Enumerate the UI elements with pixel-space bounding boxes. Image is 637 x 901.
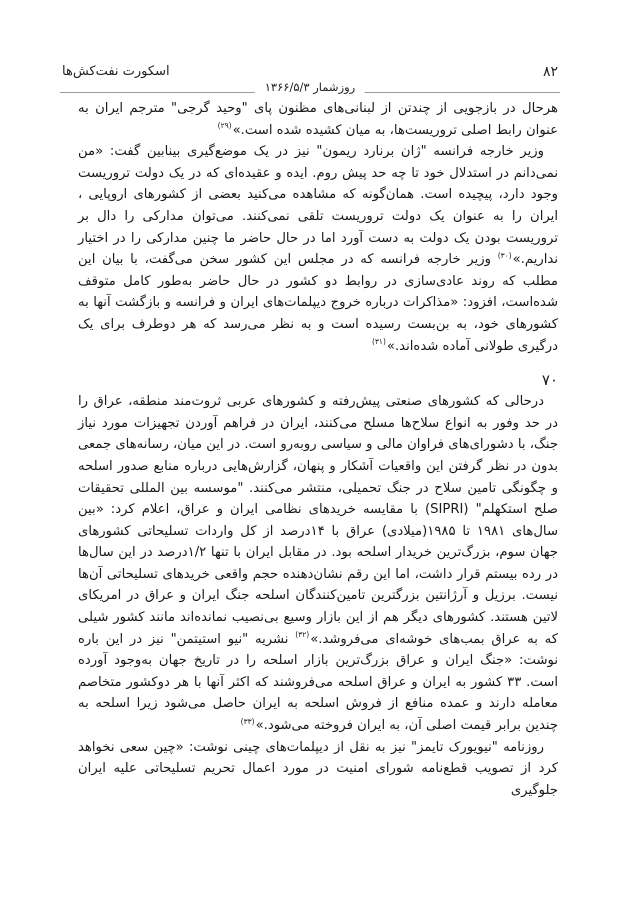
paragraph-text: روزنامه "نیویورک تایمز" نیز به نقل از دیپلمات‌های چینی نوشت: «چین سعی نخواهد کرد از تصویب قطع‌نامه شورای امنیت در مورد اعمال تحریم تسلیحاتی علیه ایران جلوگیری	[78, 739, 558, 798]
running-header	[60, 62, 560, 94]
paragraph-4	[78, 737, 558, 802]
paragraph-3	[78, 391, 558, 737]
paragraph-text: نشریه "نیو استیتمن" نیز در این باره نوشت: «جنگ ایران و عراق بزرگ‌ترین بازار اسلحه را در تاریخ جهان به‌وجود آورده است. ۳۳ کشور به ایران و عراق اسلحه می‌فروشند که اکثر آنها با هر دوکشور متخاصم معامله دارند و عمده منافع از فروش اسلحه به ایران حاصل می‌شود زیرا اسلحه به چندین برابر قیمت اصلی آن، به ایران فروخته می‌شود.»	[78, 631, 559, 734]
paragraph-text: وزیر خارجه فرانسه که در مجلس این کشور سخن می‌گفت، با بیان این مطلب که روند عادی‌سازی در روابط دو کشور در حال حاضر به‌طور کامل متوقف شده‌است، افزود: «مذاکرات درباره خروج دیپلمات‌های ایران و فرانسه و بازگشت آنها به کشورهای خود، به بن‌بست رسیده است و به نظر می‌رسد که هر دوطرف برای یک درگیری طولانی آماده شده‌اند.»	[78, 252, 558, 354]
book-title: اسکورت نفت‌کش‌ها	[62, 64, 170, 79]
section-number: ۷۰	[541, 371, 558, 390]
paragraph-2	[78, 141, 558, 357]
footnote-ref-30: (۳۰)	[497, 250, 512, 260]
chronology-label: روزشمار ۱۳۶۶/۵/۳	[255, 80, 365, 94]
paragraph-1	[78, 98, 558, 141]
footnote-ref-31: (۳۱)	[371, 337, 386, 347]
footnote-ref-33: (۳۳)	[240, 716, 255, 726]
body-text	[60, 98, 560, 801]
footnote-ref-32: (۳۲)	[295, 630, 310, 640]
footnote-ref-29: (۲۹)	[217, 121, 232, 131]
paragraph-text: وزیر خارجه فرانسه "ژان برنارد ریمون" نیز در یک موضع‌گیری بینابین گفت: «من نمی‌دانم در استدلال خود تا چه حد پیش روم. ایده و عقیده‌ای که در یک دولت تروریست وجود دارد، پیچیده است. همان‌گونه که مشاهده می‌کنید بعضی از کشورهای اروپایی ، ایران را به عنوان یک دولت تروریست تلقی نمی‌کنند. می‌توان مدارکی را دال بر تروریست بودن یک دولت به دست آورد اما در حال حاضر ما چنین مدارکی را در اختیار نداریم.»	[78, 144, 558, 268]
paragraph-text: درحالی که کشورهای صنعتی پیش‌رفته و کشورهای عربی ثروت‌مند منطقه، عراق را در حد وفور به انواع سلاح‌ها مسلح می‌کنند، ایران در فراهم آوردن تجهیزات مورد نیاز جنگ، با دشورای‌های فراوان مالی و سیاسی روبه‌رو است. در این میان، رسانه‌های جمعی بدون در نظر گرفتن این واقعیات آشکار و پنهان، گزارش‌هایی درباره منابع صدور اسلحه و چگونگی تامین سلاح در جنگ تحمیلی، منتشر می‌کنند. "موسسه بین المللی تحقیقات صلح استکهلم" (SIPRI) با مقایسه خریدهای نظامی ایران و عراق، اعلام کرد: «بین سال‌های ۱۹۸۱ تا ۱۹۸۵(میلادی) عراق با ۱۴درصد از کل واردات تسلیحاتی کشورهای جهان سوم، بزرگ‌ترین خریدار اسلحه بود. در مقابل ایران با تنها ۱/۲درصد در این سال‌ها در رده بیستم قرار داشت، اما این رقم نشان‌دهنده حجم واقعی خریدهای تسلیحاتی آن‌ها نیست. برزیل و آرژانتین بزرگترین تامین‌کنندگان اسلحه جنگ ایران و عراق در امریکای لاتین هستند. کشورهای دیگر هم از این بازار وسیع بی‌نصیب نمانده‌اند مانند کشور شیلی که به عراق بمب‌های خوشه‌ای می‌فروشد.»	[78, 394, 558, 647]
paragraph-text: هرحال در بازجویی از چندتن از لبنانی‌های مظنون پای "وحید گرجی" مترجم ایران به عنوان رابط اصلی تروریست‌ها، به میان کشیده شده است.»	[78, 101, 558, 138]
book-page	[60, 62, 560, 801]
page-number: ۸۲	[542, 64, 558, 80]
